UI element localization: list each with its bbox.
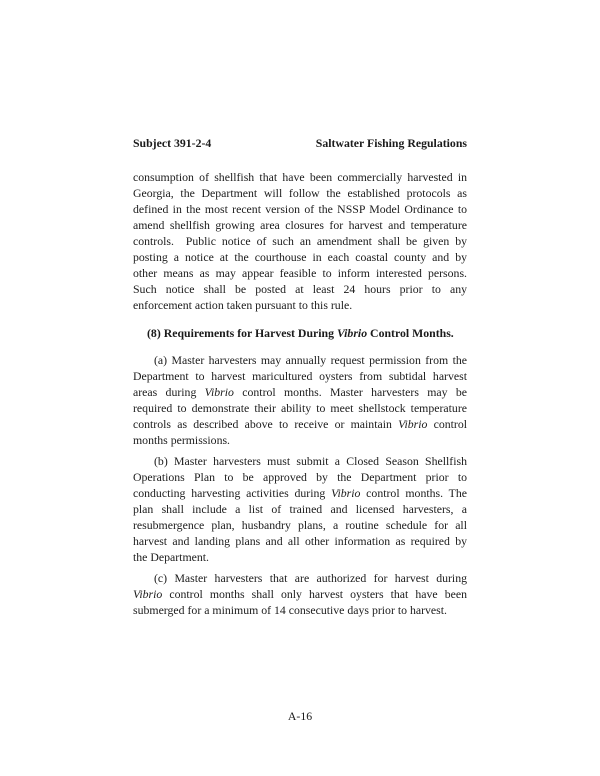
text-segment: plan shall include a list of trained and licensed harvesters, a	[133, 502, 467, 516]
para-b-line-1	[133, 453, 467, 469]
para-continuation-line-9	[133, 297, 467, 313]
text-segment: (b) Master harvesters must submit a Closed Season Shellfish	[154, 454, 467, 468]
header-subject: Subject 391-2-4	[133, 136, 212, 150]
text-segment: enforcement action taken pursuant to this rule.	[133, 298, 353, 312]
document-body	[133, 169, 467, 623]
text-segment: Such notice shall be posted at least 24 hours prior to any	[133, 282, 467, 296]
para-a-line-4	[133, 400, 467, 416]
para-continuation-line-1	[133, 169, 467, 185]
para-b-line-7	[133, 549, 467, 565]
text-segment: submerged for a minimum of 14 consecutive days prior to harvest.	[133, 603, 447, 617]
text-segment: other means as may appear feasible to inform interested persons.	[133, 266, 467, 280]
para-a	[133, 352, 467, 448]
text-segment: control months. The	[360, 486, 467, 500]
para-continuation-line-4	[133, 217, 467, 233]
para-b-line-3	[133, 485, 467, 501]
text-segment: controls. Public notice of such an amendment shall be given by	[133, 234, 467, 248]
header-document-title: Saltwater Fishing Regulations	[315, 136, 467, 150]
para-continuation-line-8	[133, 281, 467, 297]
text-segment: control	[427, 417, 468, 431]
para-continuation-line-3	[133, 201, 467, 217]
text-segment: harvest and landing plans and all other information as required by	[133, 534, 467, 548]
italic-term: Vibrio	[336, 326, 368, 340]
para-continuation-line-7	[133, 265, 467, 281]
page-number: A-16	[287, 709, 313, 723]
para-b-line-5	[133, 517, 467, 533]
text-segment: control months. Master harvesters may be	[233, 385, 467, 399]
para-b	[133, 453, 467, 565]
text-segment: consumption of shellfish that have been commercially harvested in	[133, 170, 467, 184]
para-c-line-2	[133, 586, 467, 602]
para-a-line-6	[133, 432, 467, 448]
text-segment: Georgia, the Department will follow the established protocols as	[133, 186, 467, 200]
text-segment: posting a notice at the courthouse in each coastal county and by	[133, 250, 467, 264]
text-segment: areas during	[133, 385, 205, 399]
italic-term: Vibrio	[398, 417, 428, 431]
text-segment: required to demonstrate their ability to meet shellstock temperature	[133, 401, 467, 415]
text-segment: (8) Requirements for Harvest During	[147, 326, 337, 340]
para-a-line-5	[133, 416, 467, 432]
text-segment: Department to harvest maricultured oysters from subtidal harvest	[133, 369, 467, 383]
text-segment: Operations Plan to be approved by the Department prior to	[133, 470, 467, 484]
text-segment: resubmergence plan, husbandry plans, a routine schedule for all	[133, 518, 467, 532]
para-b-line-2	[133, 469, 467, 485]
text-segment: defined in the most recent version of the NSSP Model Ordinance to	[133, 202, 467, 216]
text-segment: (a) Master harvesters may annually request permission from the	[154, 353, 467, 367]
para-a-line-2	[133, 368, 467, 384]
text-segment: amend shellfish growing area closures for harvest and temperature	[133, 218, 467, 232]
text-segment: controls as described above to receive or maintain	[133, 417, 399, 431]
para-c-line-1	[133, 570, 467, 586]
para-b-line-4	[133, 501, 467, 517]
text-segment: conducting harvesting activities during	[133, 486, 332, 500]
text-segment: Control Months.	[367, 326, 454, 340]
text-segment: the Department.	[133, 550, 209, 564]
italic-term: Vibrio	[331, 486, 361, 500]
page-header	[133, 137, 467, 150]
para-continuation-line-6	[133, 249, 467, 265]
para-a-line-1	[133, 352, 467, 368]
para-continuation-line-5	[133, 233, 467, 249]
italic-term: Vibrio	[133, 587, 163, 601]
text-segment: (c) Master harvesters that are authorized for harvest during	[154, 571, 467, 585]
para-a-line-3	[133, 384, 467, 400]
italic-term: Vibrio	[204, 385, 234, 399]
heading-section-8-line-1	[133, 325, 467, 341]
para-c	[133, 570, 467, 618]
para-continuation	[133, 169, 467, 313]
text-segment: months permissions.	[133, 433, 231, 447]
text-segment: control months shall only harvest oysters that have been	[162, 587, 467, 601]
page-footer	[133, 709, 467, 723]
para-b-line-6	[133, 533, 467, 549]
heading-section-8	[133, 325, 467, 341]
para-continuation-line-2	[133, 185, 467, 201]
para-c-line-3	[133, 602, 467, 618]
